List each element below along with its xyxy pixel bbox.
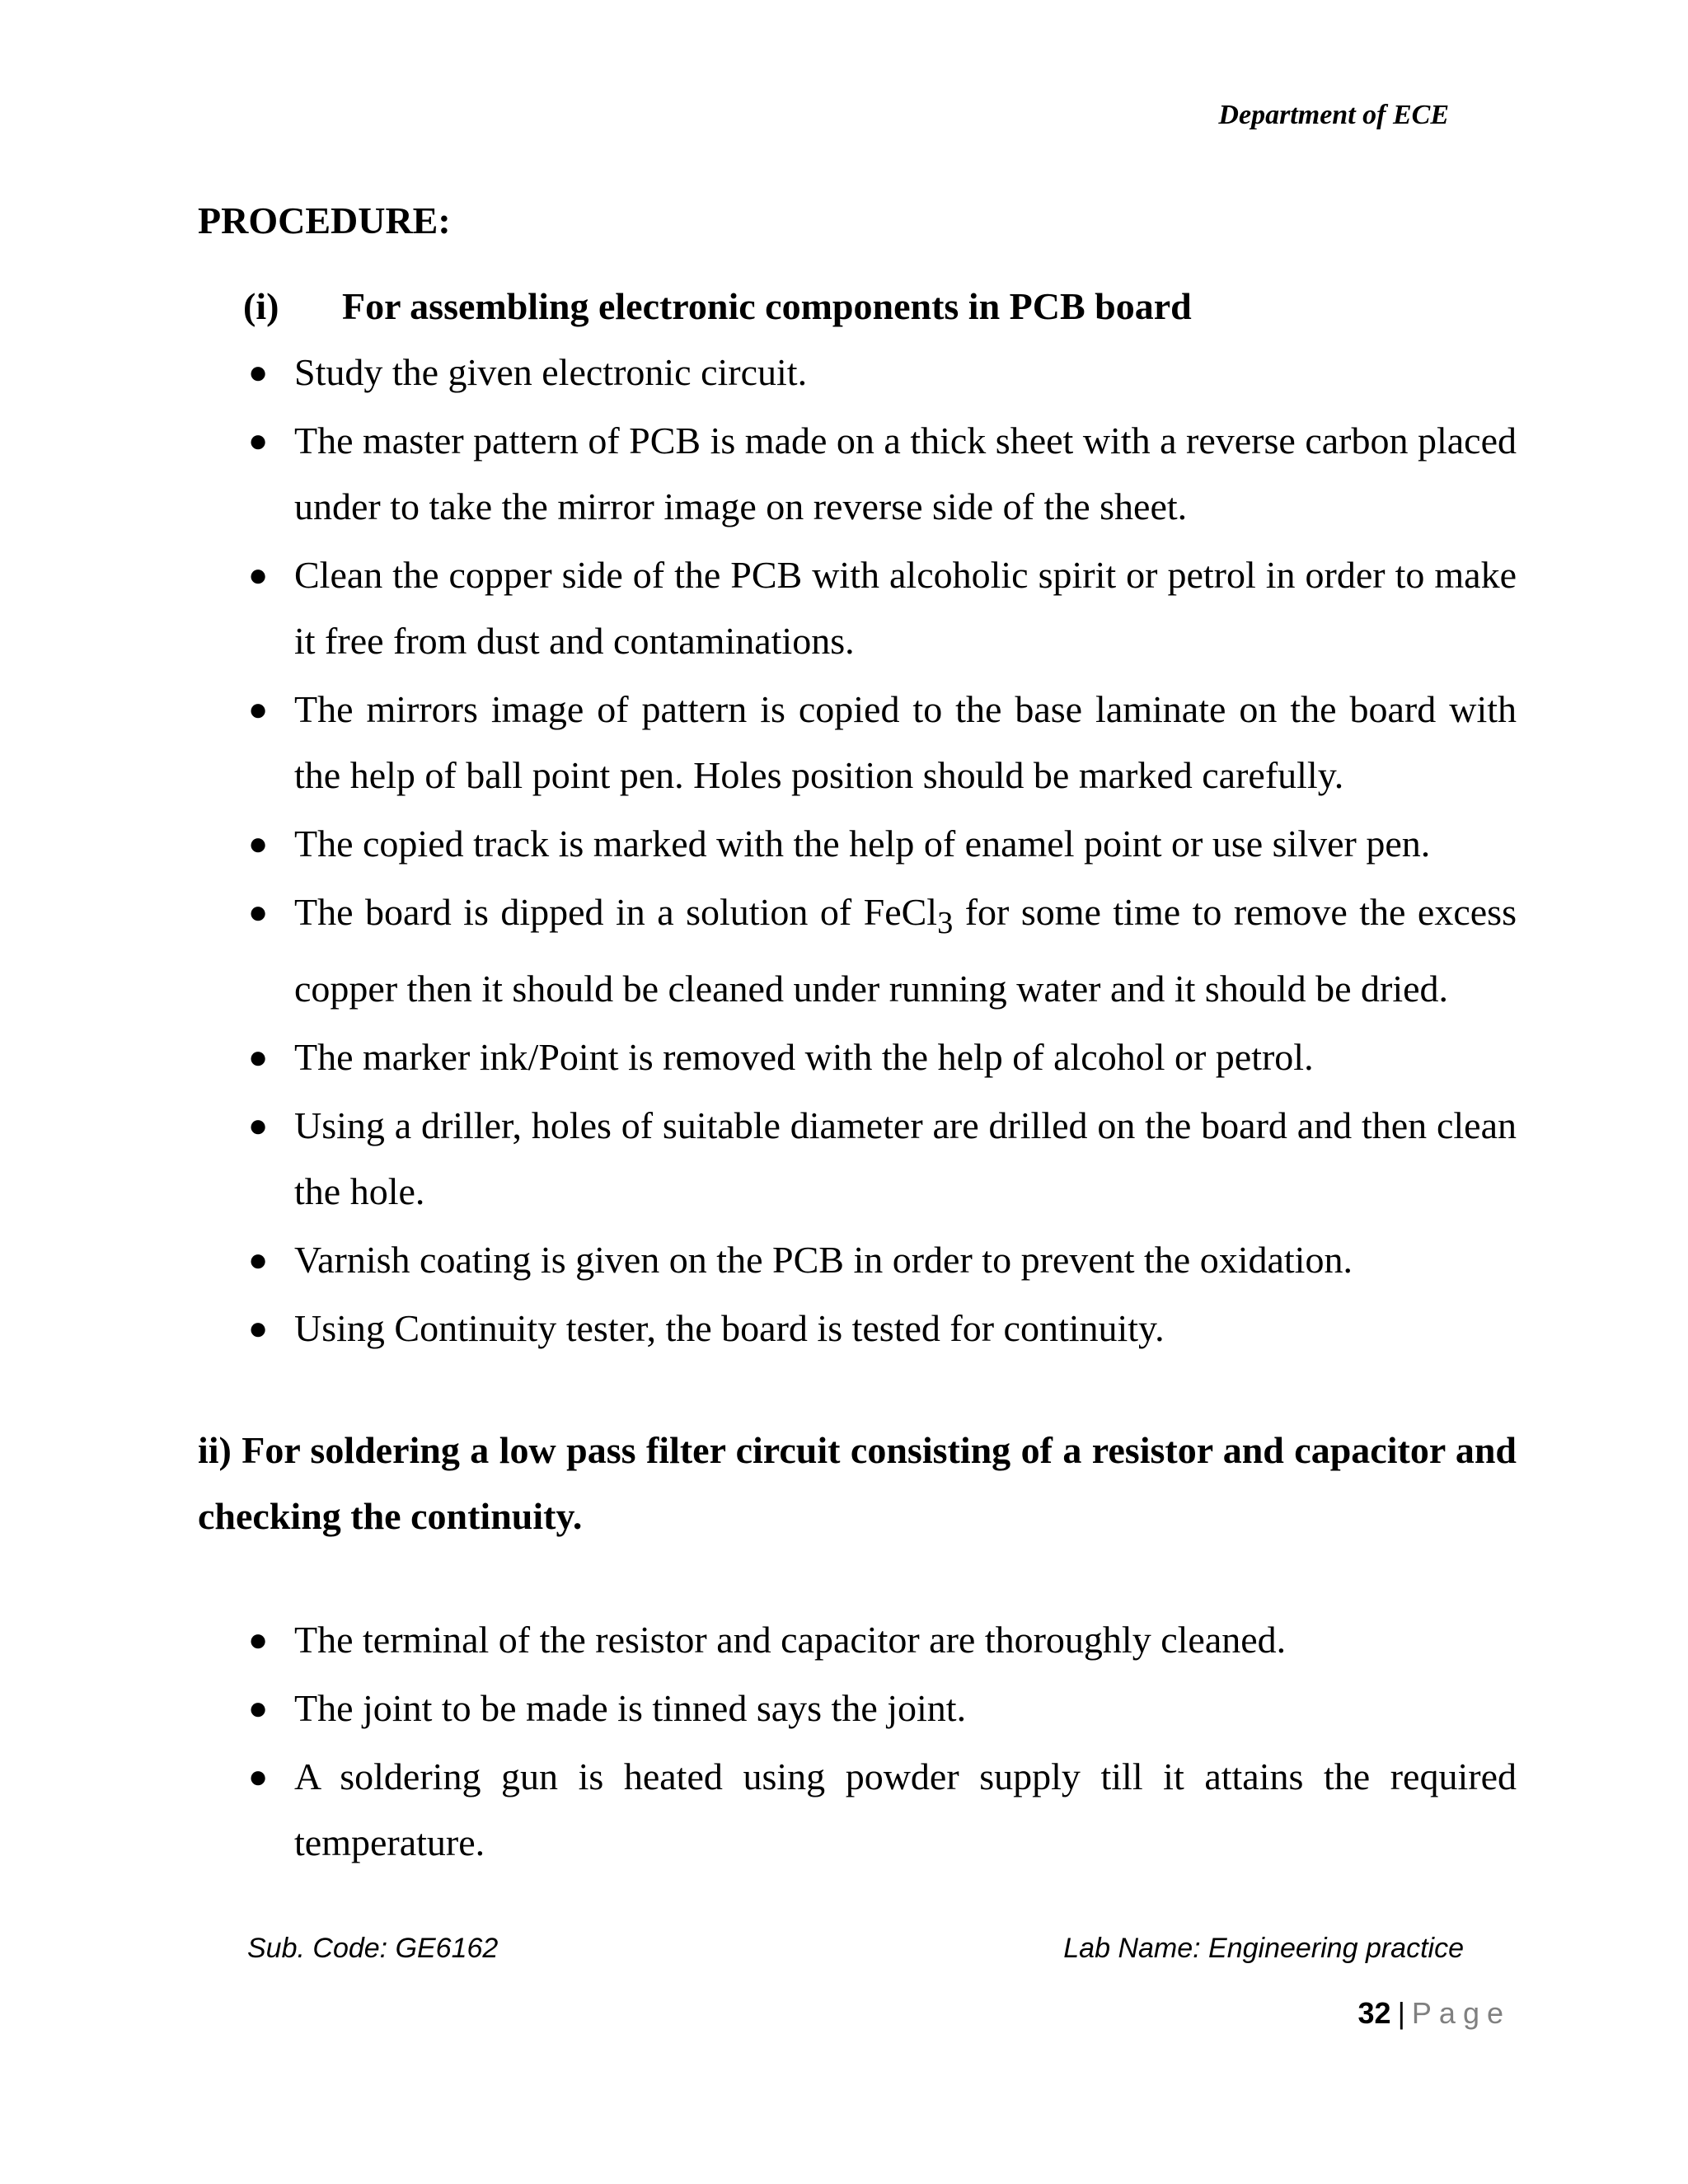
bullet-icon: ● xyxy=(248,1241,269,1279)
list-item: ● The joint to be made is tinned says the joint. xyxy=(243,1675,1517,1741)
list-item: ● The mirrors image of pattern is copied to the base laminate on the board with the help of ball point pen. Holes position should be marked carefully. xyxy=(243,677,1517,808)
list-item: ● Using Continuity tester, the board is tested for continuity. xyxy=(243,1296,1517,1361)
list-item: ● The board is dipped in a solution of FeCl$_3$ for some time to remove the excess copper then it should be cleaned under running water and it should be dried. xyxy=(243,879,1517,1022)
bullet-icon: ● xyxy=(248,1107,269,1145)
bullet-icon: ● xyxy=(248,1310,269,1347)
section-2-heading: ii) For soldering a low pass filter circuit consisting of a resistor and capacitor and checking the continuity. xyxy=(198,1429,1517,1537)
list-item: ● Using a driller, holes of suitable diameter are drilled on the board and then clean the hole. xyxy=(243,1093,1517,1225)
list-item: ● Varnish coating is given on the PCB in order to prevent the oxidation. xyxy=(243,1227,1517,1293)
bullet-icon: ● xyxy=(248,1690,269,1727)
bullet-icon: ● xyxy=(248,556,269,593)
list-item: ● The master pattern of PCB is made on a thick sheet with a reverse carbon placed under to take the mirror image on reverse side of the sheet. xyxy=(243,408,1517,540)
bullet-icon: ● xyxy=(248,1621,269,1658)
list-item: ● A soldering gun is heated using powder supply till it attains the required temperature. xyxy=(243,1744,1517,1876)
footer-sub-code: Sub. Code: GE6162 xyxy=(247,1933,499,1964)
list-item: ● Clean the copper side of the PCB with alcoholic spirit or petrol in order to make it free from dust and contaminations. xyxy=(243,542,1517,674)
department-header: Department of ECE xyxy=(1218,100,1449,130)
bullet-icon: ● xyxy=(248,825,269,862)
bullet-icon: ● xyxy=(248,354,269,391)
section-1-number: (i) xyxy=(243,285,279,327)
list-item: ● Study the given electronic circuit. xyxy=(243,340,1517,405)
list-item: ● The marker ink/Point is removed with the help of alcohol or petrol. xyxy=(243,1024,1517,1090)
section-1-list xyxy=(243,340,1517,1364)
list-item: ● The copied track is marked with the help of enamel point or use silver pen. xyxy=(243,811,1517,877)
bullet-icon: ● xyxy=(248,422,269,459)
section-1-heading xyxy=(243,284,1192,330)
bullet-icon: ● xyxy=(248,1038,269,1076)
section-1-title: For assembling electronic components in PCB board xyxy=(342,285,1192,327)
page-number-value: 32 xyxy=(1357,1996,1391,2030)
page-separator: | xyxy=(1397,1996,1405,2030)
page-number xyxy=(1358,1994,1511,2032)
bullet-icon: ● xyxy=(248,1758,269,1795)
list-item: ● The terminal of the resistor and capacitor are thoroughly cleaned. xyxy=(243,1607,1517,1673)
page-word: Page xyxy=(1411,1996,1511,2030)
bullet-icon: ● xyxy=(248,691,269,728)
page-title: PROCEDURE: xyxy=(198,199,451,241)
section-2-list xyxy=(243,1607,1517,1878)
footer-lab-name: Lab Name: Engineering practice xyxy=(1063,1933,1464,1964)
bullet-icon: ● xyxy=(248,893,269,930)
